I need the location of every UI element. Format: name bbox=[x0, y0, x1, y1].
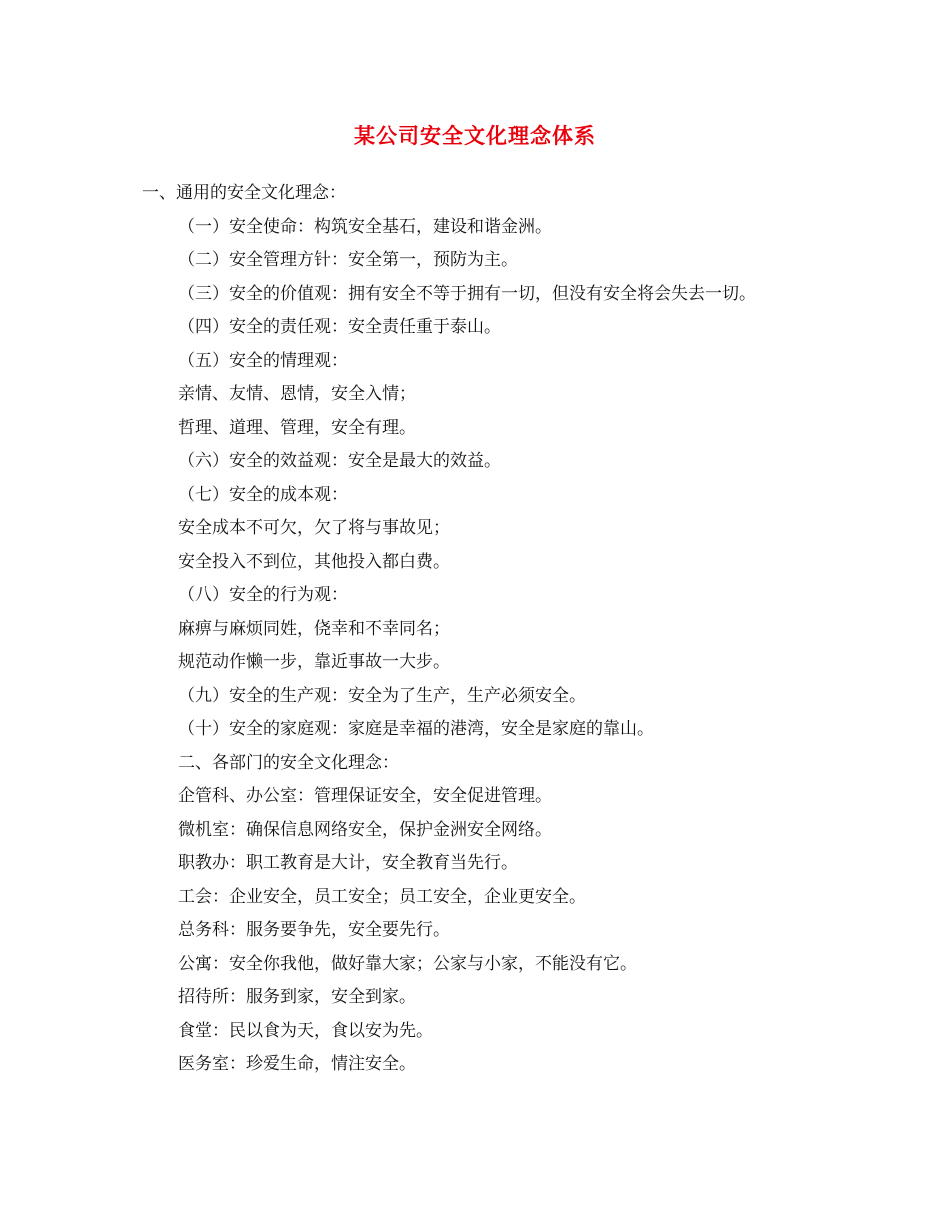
paragraph-line: （九）安全的生产观：安全为了生产，生产必须安全。 bbox=[178, 686, 586, 706]
paragraph-line: 微机室：确保信息网络安全，保护金洲安全网络。 bbox=[178, 820, 552, 840]
paragraph-line: （六）安全的效益观：安全是最大的效益。 bbox=[178, 451, 501, 471]
paragraph-line: 麻痹与麻烦同姓，侥幸和不幸同名； bbox=[178, 619, 450, 639]
section-heading-general: 一、通用的安全文化理念： bbox=[142, 183, 346, 203]
paragraph-line: （二）安全管理方针：安全第一，预防为主。 bbox=[178, 250, 518, 270]
paragraph-line: 哲理、道理、管理，安全有理。 bbox=[178, 418, 416, 438]
paragraph-line: 公寓：安全你我他，做好靠大家；公家与小家，不能没有它。 bbox=[178, 954, 637, 974]
section-heading-departments: 二、各部门的安全文化理念： bbox=[178, 753, 399, 773]
paragraph-line: 医务室：珍爱生命，情注安全。 bbox=[178, 1054, 416, 1074]
paragraph-line: 亲情、友情、恩情，安全入情； bbox=[178, 384, 416, 404]
paragraph-line: （四）安全的责任观：安全责任重于泰山。 bbox=[178, 317, 501, 337]
paragraph-line: 工会：企业安全，员工安全；员工安全，企业更安全。 bbox=[178, 887, 586, 907]
paragraph-line: （十）安全的家庭观：家庭是幸福的港湾，安全是家庭的靠山。 bbox=[178, 719, 654, 739]
paragraph-line: 招待所：服务到家，安全到家。 bbox=[178, 987, 416, 1007]
paragraph-line: （一）安全使命：构筑安全基石，建设和谐金洲。 bbox=[178, 217, 552, 237]
paragraph-line: 规范动作懒一步，靠近事故一大步。 bbox=[178, 652, 450, 672]
paragraph-line: （五）安全的情理观： bbox=[178, 351, 348, 371]
paragraph-line: （八）安全的行为观： bbox=[178, 585, 348, 605]
document-title: 某公司安全文化理念体系 bbox=[354, 123, 596, 148]
paragraph-line: 安全成本不可欠，欠了将与事故见； bbox=[178, 518, 450, 538]
paragraph-line: 企管科、办公室：管理保证安全，安全促进管理。 bbox=[178, 786, 552, 806]
paragraph-line: 总务科：服务要争先，安全要先行。 bbox=[178, 920, 450, 940]
paragraph-line: 职教办：职工教育是大计，安全教育当先行。 bbox=[178, 853, 518, 873]
paragraph-line: （三）安全的价值观：拥有安全不等于拥有一切，但没有安全将会失去一切。 bbox=[178, 284, 756, 304]
paragraph-line: 安全投入不到位，其他投入都白费。 bbox=[178, 552, 450, 572]
paragraph-line: 食堂：民以食为天，食以安为先。 bbox=[178, 1021, 433, 1041]
paragraph-line: （七）安全的成本观： bbox=[178, 485, 348, 505]
